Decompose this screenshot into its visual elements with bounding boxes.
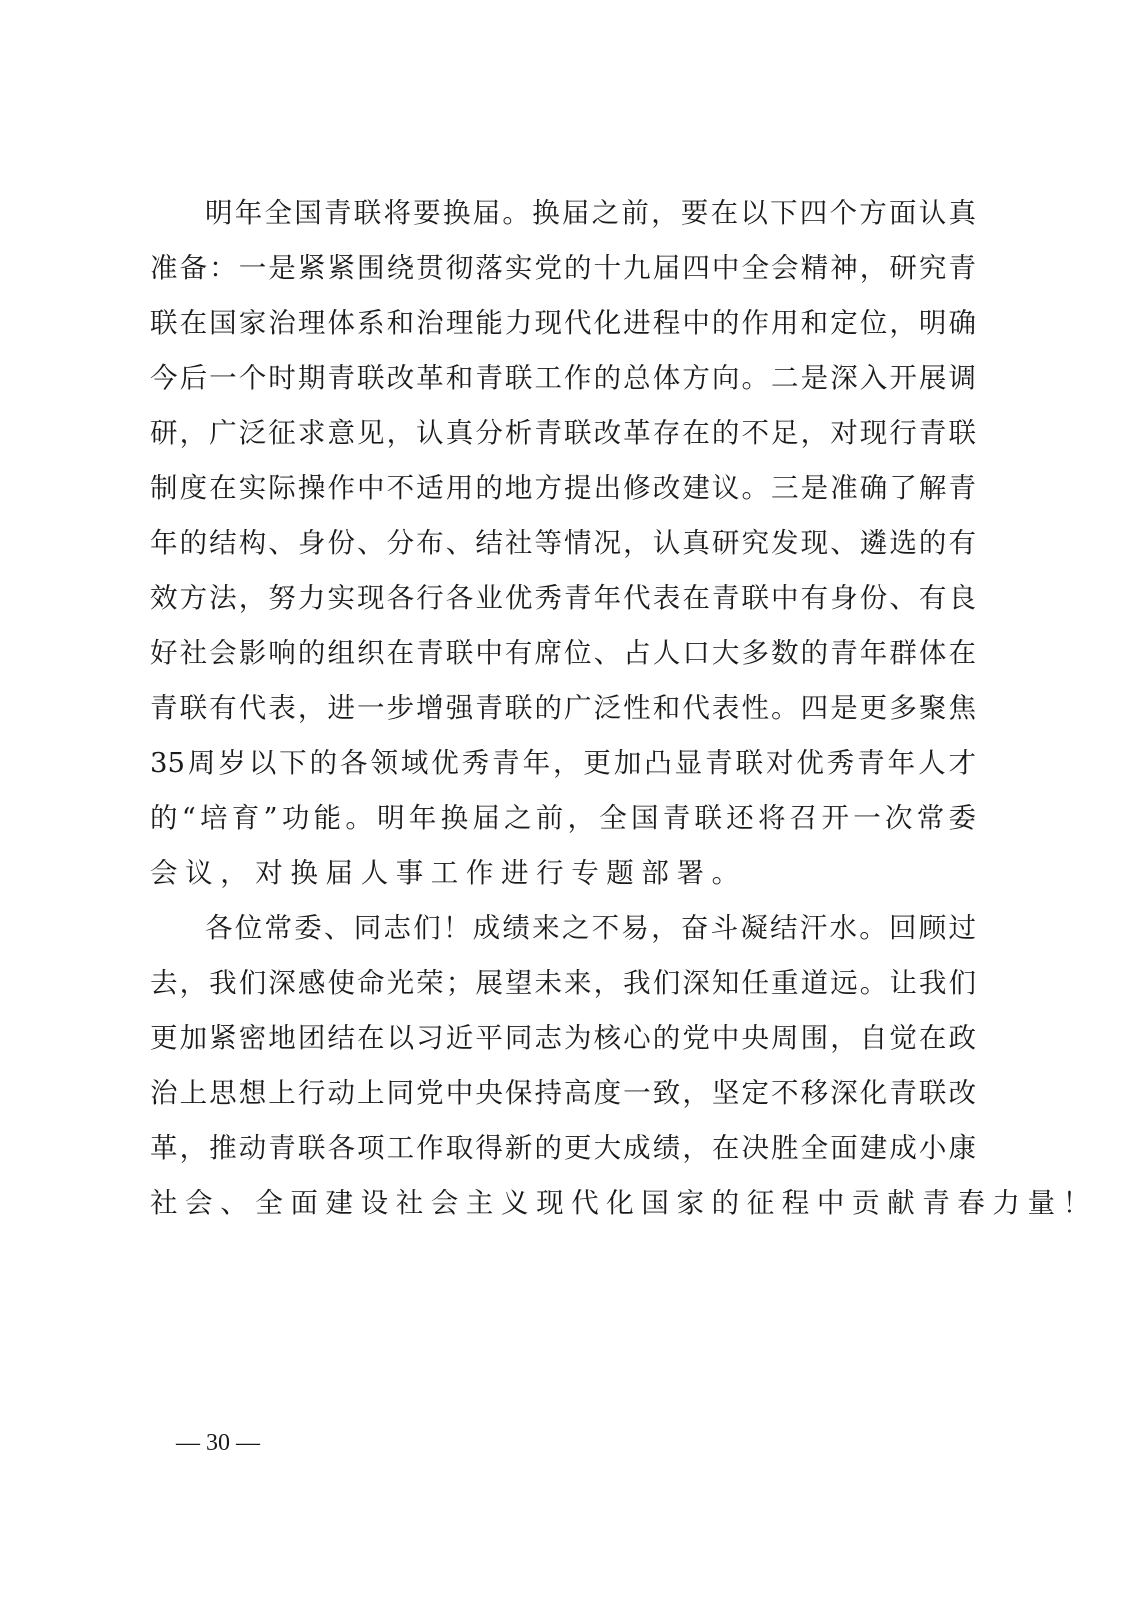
text-line: 更加紧密地团结在以习近平同志为核心的党中央周围，自觉在政: [150, 1022, 976, 1054]
text-line: 的“培育”功能。明年换届之前，全国青联还将召开一次常委: [150, 802, 976, 834]
text-line: 联在国家治理体系和治理能力现代化进程中的作用和定位，明确: [150, 307, 976, 339]
text-line: 社会、全面建设社会主义现代化国家的征程中贡献青春力量！: [150, 1187, 1098, 1219]
text-line: 年的结构、身份、分布、结社等情况，认真研究发现、遴选的有: [150, 527, 976, 559]
text-line: 准备：一是紧紧围绕贯彻落实党的十九届四中全会精神，研究青: [150, 252, 976, 284]
text-line: 会议，对换届人事工作进行专题部署。: [150, 857, 747, 889]
text-line: 治上思想上行动上同党中央保持高度一致，坚定不移深化青联改: [150, 1077, 976, 1109]
text-line: 今后一个时期青联改革和青联工作的总体方向。二是深入开展调: [150, 362, 976, 394]
text-line: 好社会影响的组织在青联中有席位、占人口大多数的青年群体在: [150, 637, 976, 669]
text-line: 革，推动青联各项工作取得新的更大成绩，在决胜全面建成小康: [150, 1132, 976, 1164]
text-line: 各位常委、同志们！成绩来之不易，奋斗凝结汗水。回顾过: [205, 912, 976, 944]
text-line: 效方法，努力实现各行各业优秀青年代表在青联中有身份、有良: [150, 582, 976, 614]
text-line: 青联有代表，进一步增强青联的广泛性和代表性。四是更多聚焦: [150, 692, 976, 724]
paragraph-1: [150, 186, 976, 901]
page-number: — 30 —: [176, 1430, 260, 1456]
body-text: [150, 186, 1098, 1231]
text-line: 制度在实际操作中不适用的地方提出修改建议。三是准确了解青: [150, 472, 976, 504]
text-line: 去，我们深感使命光荣；展望未来，我们深知任重道远。让我们: [150, 967, 976, 999]
text-line: 研，广泛征求意见，认真分析青联改革存在的不足，对现行青联: [150, 417, 976, 449]
text-line: 明年全国青联将要换届。换届之前，要在以下四个方面认真: [205, 197, 976, 229]
paragraph-2: [150, 901, 1098, 1231]
text-line: 35周岁以下的各领域优秀青年，更加凸显青联对优秀青年人才: [150, 747, 976, 779]
